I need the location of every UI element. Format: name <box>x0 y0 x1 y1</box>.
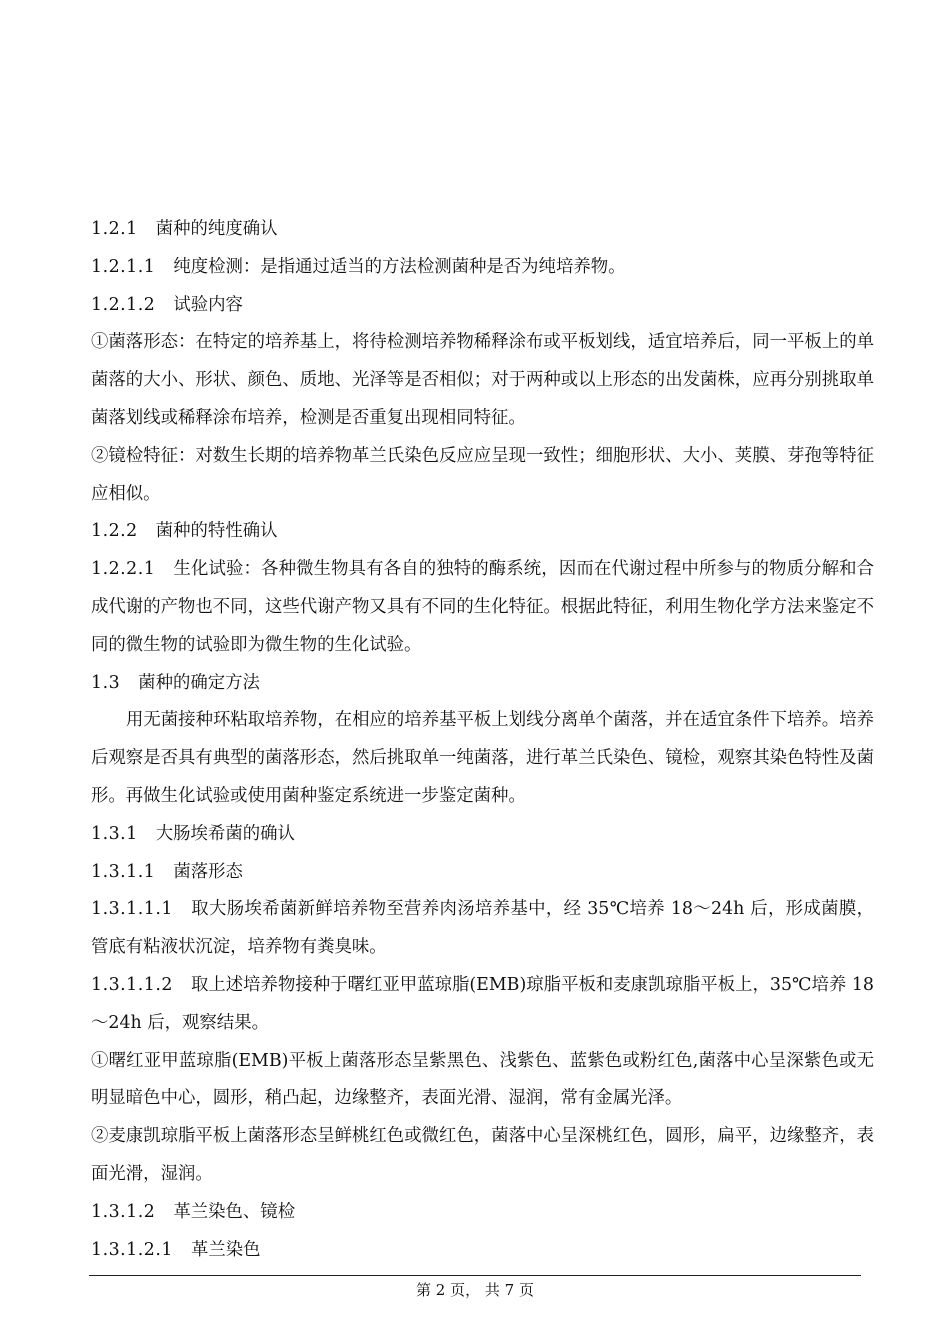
paragraph-method <box>91 702 874 815</box>
heading-1-2-1-2 <box>91 287 874 325</box>
section-number: 1.2.2.1 <box>91 559 156 580</box>
paragraph-1-3-1-1-1 <box>91 891 874 967</box>
paragraph-text: ①菌落形态：在特定的培养基上，将待检测培养物稀释涂布或平板划线，适宜培养后，同一平板上的单菌落的大小、形状、颜色、质地、光泽等是否相似；对于两种或以上形态的出发菌株，应再分别挑取单菌落划线或稀释涂布培养，检测是否重复出现相同特征。 <box>91 332 874 428</box>
section-title: 大肠埃希菌的确认 <box>155 823 295 844</box>
section-title: 菌种的纯度确认 <box>155 219 278 239</box>
section-title: 革兰染色、镜检 <box>173 1201 296 1222</box>
heading-1-3 <box>91 665 874 703</box>
section-title: 革兰染色 <box>190 1239 261 1260</box>
heading-1-3-1 <box>91 816 874 854</box>
section-number: 1.2.1.2 <box>91 294 156 315</box>
section-number: 1.3.1.1 <box>91 861 156 882</box>
paragraph-text: ②镜检特征：对数生长期的培养物革兰氏染色反应应呈现一致性；细胞形状、大小、荚膜、芽孢等特征应相似。 <box>91 445 874 504</box>
paragraph-text: 用无菌接种环粘取培养物，在相应的培养基平板上划线分离单个菌落，并在适宜条件下培养。培养后观察是否具有典型的菌落形态，然后挑取单一纯菌落，进行革兰氏染色、镜检，观察其染色特性及菌形。再做生化试验或使用菌种鉴定系统进一步鉴定菌种。 <box>91 710 874 806</box>
heading-1-3-1-2-1 <box>91 1232 874 1270</box>
paragraph-text: 生化试验：各种微生物具有各自的独特的酶系统，因而在代谢过程中所参与的物质分解和合成代谢的产物也不同，这些代谢产物又具有不同的生化特征。根据此特征，利用生物化学方法来鉴定不同的微生物的试验即为微生物的生化试验。 <box>91 559 874 655</box>
paragraph-text: ②麦康凯琼脂平板上菌落形态呈鲜桃红色或微红色，菌落中心呈深桃红色，圆形，扁平，边缘整齐，表面光滑，湿润。 <box>91 1126 874 1184</box>
paragraph-text: 取上述培养物接种于曙红亚甲蓝琼脂(EMB)琼脂平板和麦康凯琼脂平板上，35℃培养 18～24h 后，观察结果。 <box>91 974 874 1033</box>
section-number: 1.3.1.2 <box>91 1201 156 1222</box>
heading-1-3-1-2 <box>91 1194 874 1232</box>
heading-1-2-2 <box>91 513 874 551</box>
document-body <box>91 211 874 1269</box>
heading-1-3-1-1 <box>91 854 874 892</box>
section-number: 1.3.1.2.1 <box>91 1239 173 1260</box>
paragraph-colony-morphology <box>91 324 874 437</box>
paragraph-text: 纯度检测：是指通过适当的方法检测菌种是否为纯培养物。 <box>173 256 626 277</box>
paragraph-text: ①曙红亚甲蓝琼脂(EMB)平板上菌落形态呈紫黑色、浅紫色、蓝紫色或粉红色,菌落中心呈深紫色或无明显暗色中心，圆形，稍凸起，边缘整齐，表面光滑、湿润，常有金属光泽。 <box>91 1050 874 1109</box>
section-number: 1.3.1.1.1 <box>91 899 173 920</box>
section-number: 1.2.1.1 <box>91 256 156 277</box>
paragraph-microscopy <box>91 438 874 514</box>
paragraph-macconkey-plate <box>91 1118 874 1194</box>
paragraph-1-2-2-1 <box>91 551 874 664</box>
paragraph-text: 取大肠埃希菌新鲜培养物至营养肉汤培养基中，经 35℃培养 18～24h 后，形成菌膜，管底有粘液状沉淀，培养物有粪臭味。 <box>91 899 874 958</box>
section-number: 1.3.1 <box>91 823 138 844</box>
section-number: 1.3 <box>91 672 121 693</box>
page-footer: 第 2 页， 共 7 页 <box>416 1281 534 1299</box>
paragraph-emb-plate <box>91 1043 874 1119</box>
paragraph-1-2-1-1 <box>91 249 874 287</box>
section-title: 菌种的特性确认 <box>155 521 278 542</box>
section-number: 1.2.2 <box>91 521 138 542</box>
section-number: 1.3.1.1.2 <box>91 974 173 995</box>
section-number: 1.2.1 <box>91 219 138 239</box>
footer-divider <box>89 1275 861 1276</box>
section-title: 菌落形态 <box>173 861 243 882</box>
section-title: 试验内容 <box>173 294 243 315</box>
paragraph-1-3-1-1-2 <box>91 967 874 1043</box>
section-title: 菌种的确定方法 <box>138 672 260 693</box>
heading-1-2-1 <box>91 211 874 249</box>
